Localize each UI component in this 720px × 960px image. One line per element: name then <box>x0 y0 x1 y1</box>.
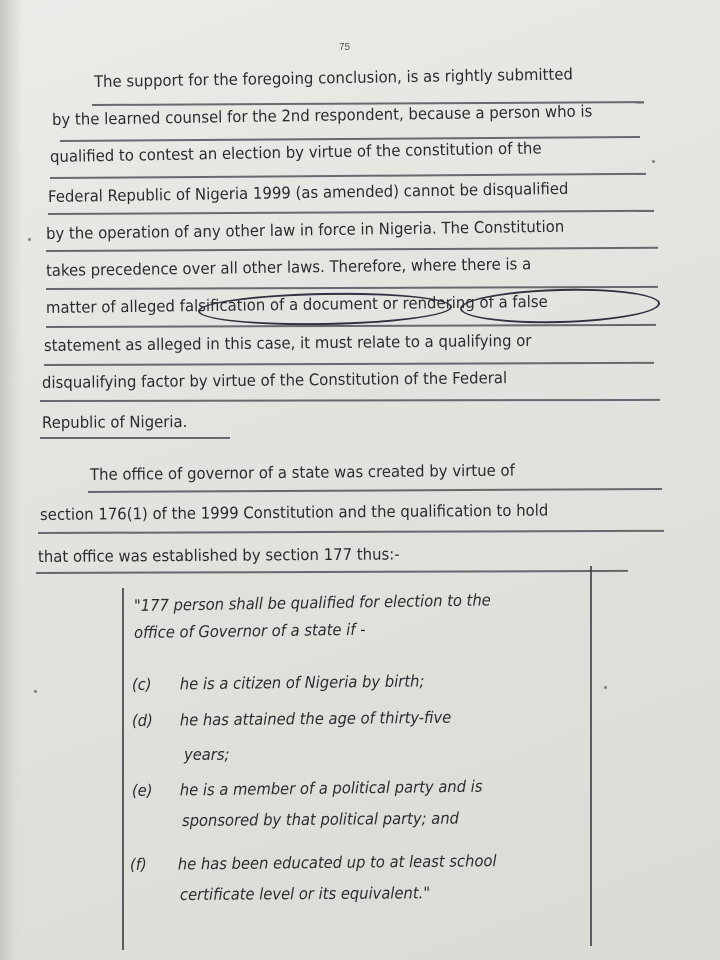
paragraph-2-line-1: The office of governor of a state was created by virtue of <box>89 460 515 484</box>
quote-intro-line-2: office of Governor of a state if - <box>133 619 366 642</box>
quote-item-d-continued: years; <box>184 745 230 764</box>
quote-item-c <box>132 668 425 698</box>
paragraph-1-line-10: Republic of Nigeria. <box>41 411 188 432</box>
item-label: (e) <box>131 780 153 800</box>
paper-speck <box>652 160 655 163</box>
paragraph-2-line-3: that office was established by section 177 thus:- <box>37 544 400 566</box>
paragraph-1-line-1: The support for the foregoing conclusion, is as rightly submitted <box>93 64 573 91</box>
quote-item-e-continued: sponsored by that political party; and <box>181 808 460 830</box>
bracket-right <box>590 566 592 946</box>
bracket-left <box>122 588 124 950</box>
quote-item-f <box>130 848 497 878</box>
page-fold-shadow <box>0 0 22 960</box>
item-text: he is a member of a political party and is <box>179 776 483 800</box>
item-label: (f) <box>129 854 147 874</box>
paragraph-1-line-6: takes precedence over all other laws. Therefore, where there is a <box>45 254 532 280</box>
underline <box>40 399 660 402</box>
paragraph-1-line-8: statement as alleged in this case, it must relate to a qualifying or <box>43 330 532 355</box>
item-label: (d) <box>131 710 153 730</box>
paragraph-1-line-4: Federal Republic of Nigeria 1999 (as amended) cannot be disqualified <box>47 178 569 206</box>
item-text: he is a citizen of Nigeria by birth; <box>179 671 425 694</box>
quote-intro-line-1: "177 person shall be qualified for election to the <box>133 590 491 615</box>
paragraph-1-line-7: matter of alleged falsification of a document or rendering of a false <box>45 291 548 317</box>
paragraph-2-line-2: section 176(1) of the 1999 Constitution and the qualification to hold <box>39 500 549 524</box>
quote-item-f-continued: certificate level or its equivalent." <box>179 883 431 904</box>
paragraph-1-line-3: qualified to contest an election by virtue of the constitution of the <box>49 138 542 166</box>
item-text: he has been educated up to at least school <box>177 851 497 874</box>
page-number: 75 <box>339 42 351 53</box>
paragraph-1-line-5: by the operation of any other law in force in Nigeria. The Constitution <box>45 216 565 243</box>
item-label: (c) <box>131 674 152 694</box>
quote-item-d <box>132 705 452 734</box>
underline <box>38 530 664 534</box>
quote-item-e <box>132 774 483 804</box>
underline <box>40 437 230 439</box>
paper-speck <box>28 238 31 241</box>
paper-speck <box>604 686 607 689</box>
paragraph-1-line-9: disqualifying factor by virtue of the Constitution of the Federal <box>41 368 508 392</box>
paragraph-1-line-2: by the learned counsel for the 2nd respondent, because a person who is <box>51 101 593 129</box>
paper-speck <box>34 690 37 693</box>
item-text: he has attained the age of thirty-five <box>179 707 452 730</box>
